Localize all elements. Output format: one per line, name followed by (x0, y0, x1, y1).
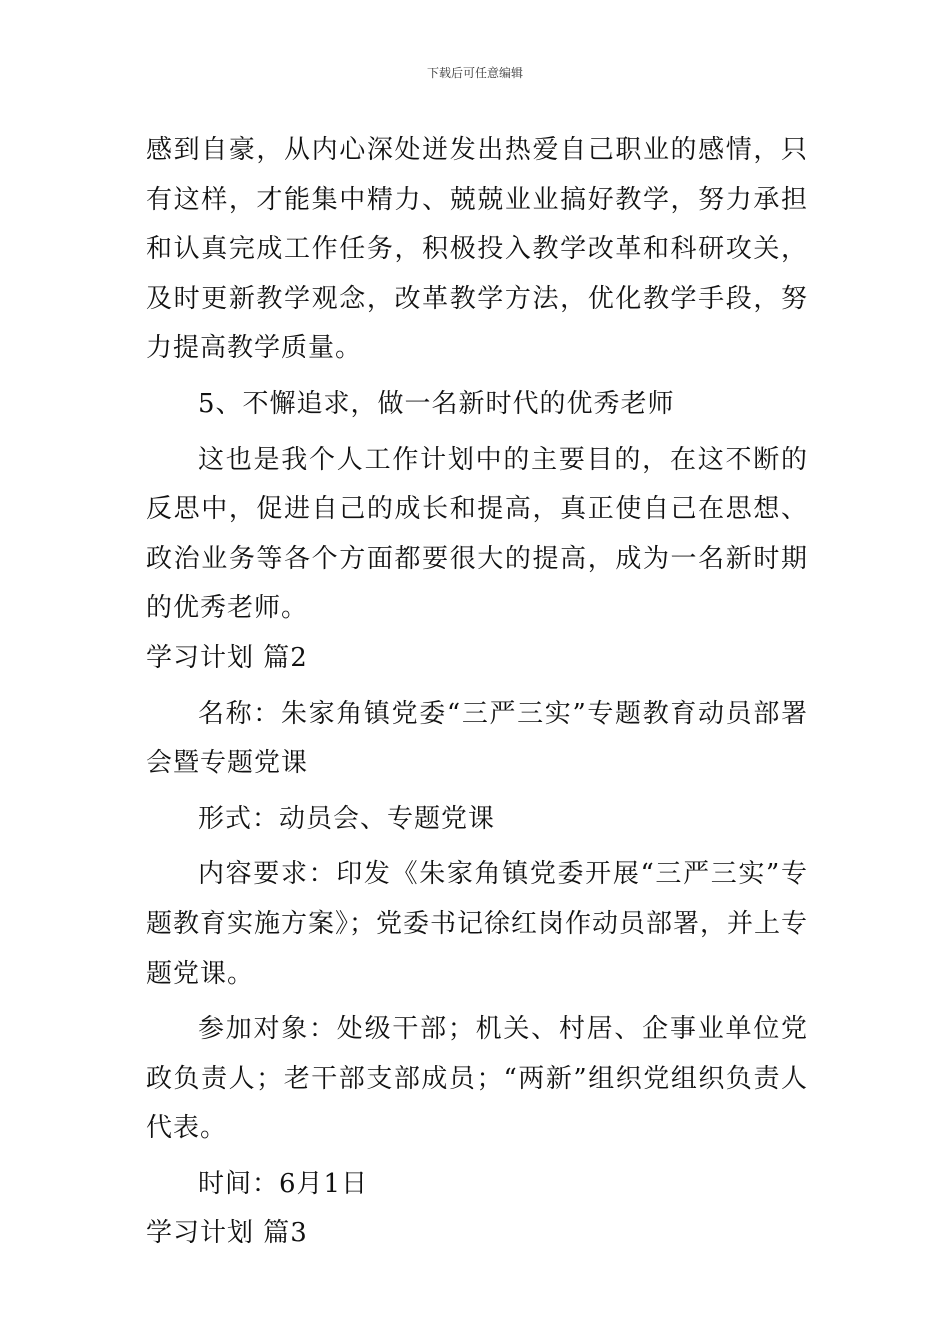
page-header: 下载后可任意编辑 (426, 66, 523, 80)
paragraph-requirements: 内容要求：印发《朱家角镇党委开展“三严三实”专题教育实施方案》；党委书记徐红岗作动员部署，并上专题党课。 (146, 859, 809, 989)
plan-heading-3: 学习计划 篇3 (146, 1218, 308, 1249)
paragraph-participants: 参加对象：处级干部；机关、村居、企事业单位党政负责人；老干部支部成员；“两新”组织党组织负责人代表。 (146, 1014, 808, 1144)
paragraph-continuation: 感到自豪，从内心深处迸发出热爱自己职业的感情，只有这样，才能集中精力、兢兢业业搞好教学，努力承担和认真完成工作任务，积极投入教学改革和科研攻关，及时更新教学观念，改革教学方法，优化教学手段，努力提高教学质量。 (146, 135, 808, 364)
paragraph-time: 时间：6月1日 (198, 1168, 369, 1199)
paragraph-name: 名称：朱家角镇党委“三严三实”专题教育动员部署会暨专题党课 (146, 698, 808, 779)
paragraph-format: 形式：动员会、专题党课 (198, 803, 496, 834)
paragraph-goal: 这也是我个人工作计划中的主要目的，在这不断的反思中，促进自己的成长和提高，真正使自己在思想、政治业务等各个方面都要很大的提高，成为一名新时期的优秀老师。 (146, 444, 808, 624)
document-body (146, 126, 808, 1259)
plan-heading-2: 学习计划 篇2 (146, 642, 308, 673)
section-heading-5: 5、不懈追求，做一名新时代的优秀老师 (198, 388, 675, 419)
